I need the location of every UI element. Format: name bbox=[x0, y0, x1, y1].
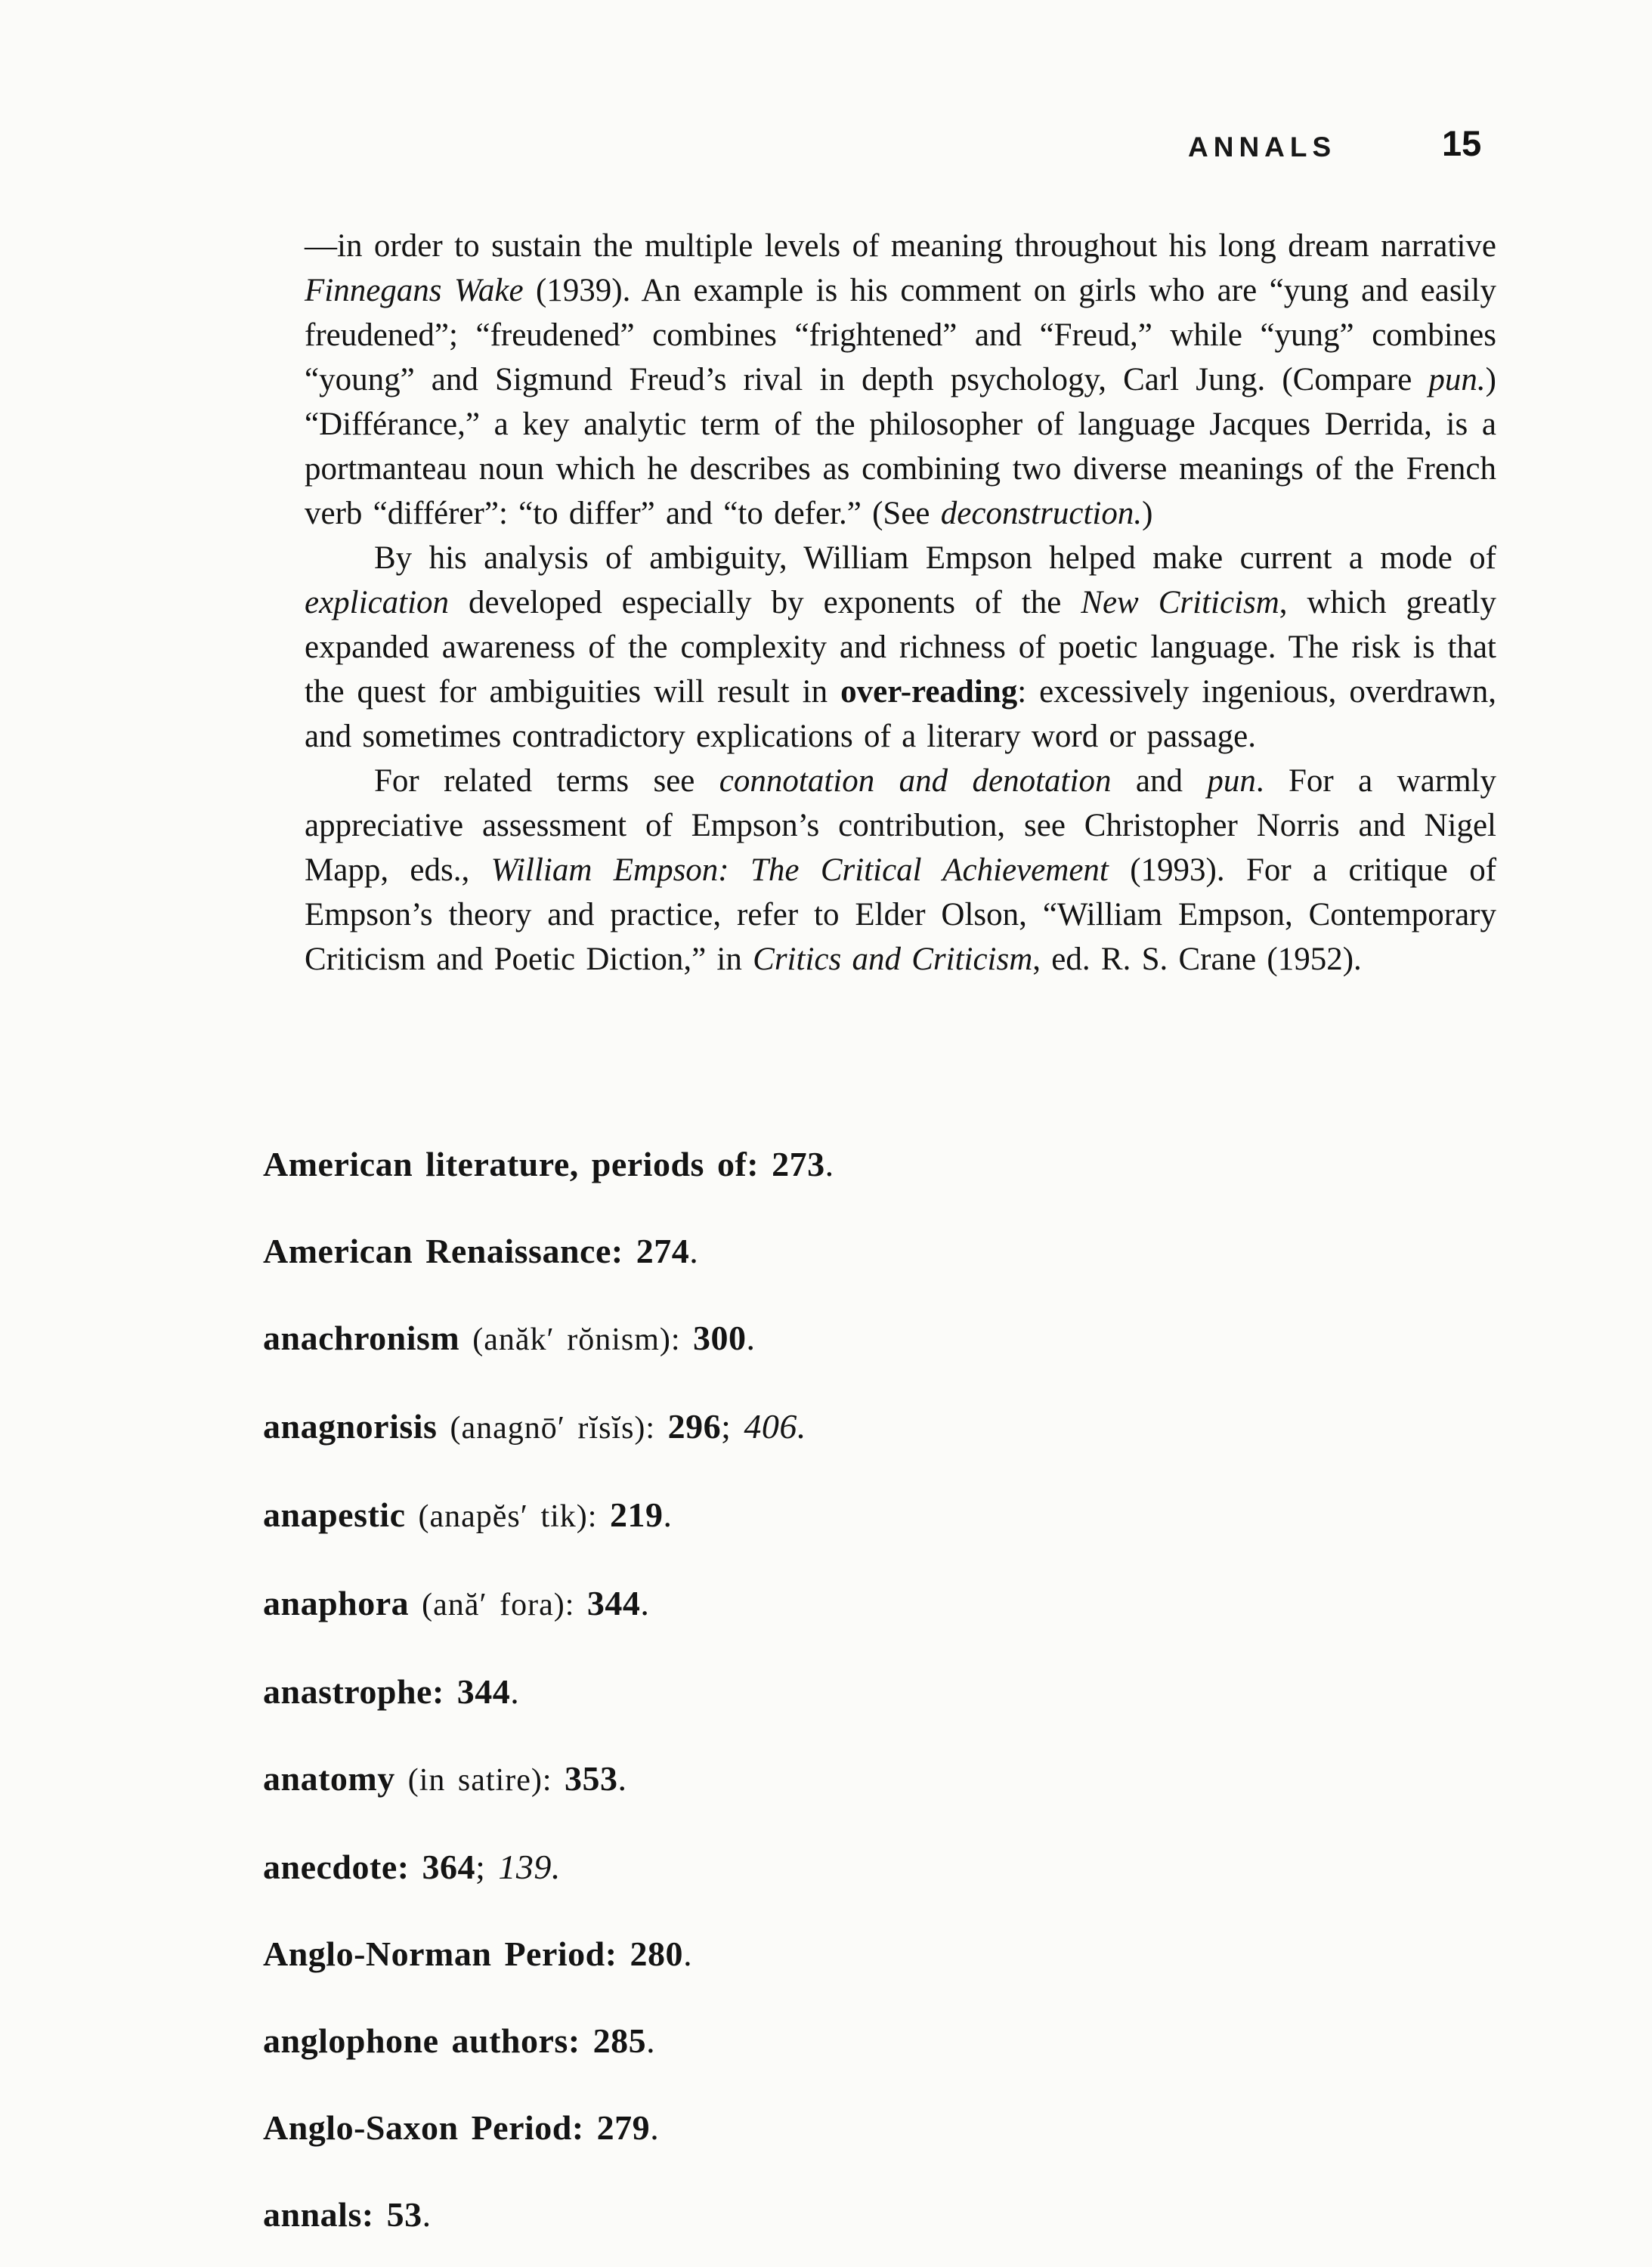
index-entry: American Renaissance: 274. bbox=[263, 1232, 699, 1270]
index-entry: anglophone authors: 285. bbox=[263, 2021, 656, 2060]
index-entry: anaphora (ană′ fora): 344. bbox=[263, 1584, 650, 1622]
index-entry: anagnorisis (anagnō′ rĭsĭs): 296; 406. bbox=[263, 1407, 806, 1446]
paragraph: For related terms see connotation and denotation and pun. For a warmly appreciative assessment of Empson’s contribution, see Christopher Norris and Nigel Mapp, eds., William Empson: The Critical Achievement (1993). For a critique of Empson’s theory and practice, refer to Elder Olson, “William Empson, Contemporary Criticism and Poetic Diction,” in Critics and Criticism, ed. R. S. Crane (1952). bbox=[305, 763, 1497, 977]
running-head: ANNALS bbox=[1188, 131, 1337, 162]
body-paragraphs bbox=[305, 224, 1496, 982]
index-entry: anapestic (anapĕs′ tik): 219. bbox=[263, 1495, 673, 1534]
index-entry: Anglo-Norman Period: 280. bbox=[263, 1935, 693, 1973]
paragraph: —in order to sustain the multiple levels of meaning throughout his long dream narrative Finnegans Wake (1939). An example is his comment on girls who are “yung and easily freudened”; “freudened” combines “frightened” and “Freud,” while “yung” combines “young” and Sigmund Freud’s rival in depth psychology, Carl Jung. (Compare pun.) “Différance,” a key analytic term of the philosopher of language Jacques Derrida, is a portmanteau noun which he describes as combining two diverse meanings of the French verb “différer”: “to differ” and “to defer.” (See deconstruction.) bbox=[305, 228, 1496, 531]
index-entry: anachronism (anăk′ rŏnism): 300. bbox=[263, 1319, 756, 1357]
index-entry: American literature, periods of: 273. bbox=[263, 1145, 834, 1183]
paragraph: By his analysis of ambiguity, William Empson helped make current a mode of explication developed especially by exponents of the New Criticism, which greatly expanded awareness of the complexity and richness of poetic language. The risk is that the quest for ambiguities will result in over-reading: excessively ingenious, overdrawn, and sometimes contradictory explications of a literary word or passage. bbox=[305, 540, 1496, 754]
index-entry: anecdote: 364; 139. bbox=[263, 1848, 561, 1886]
index-entry: annals: 53. bbox=[263, 2195, 432, 2234]
index-entries bbox=[263, 1143, 1563, 2267]
page-number: 15 bbox=[1442, 123, 1482, 163]
index-entry: Anglo-Saxon Period: 279. bbox=[263, 2108, 660, 2147]
index-entry: anastrophe: 344. bbox=[263, 1672, 520, 1711]
index-entry: anatomy (in satire): 353. bbox=[263, 1759, 627, 1798]
